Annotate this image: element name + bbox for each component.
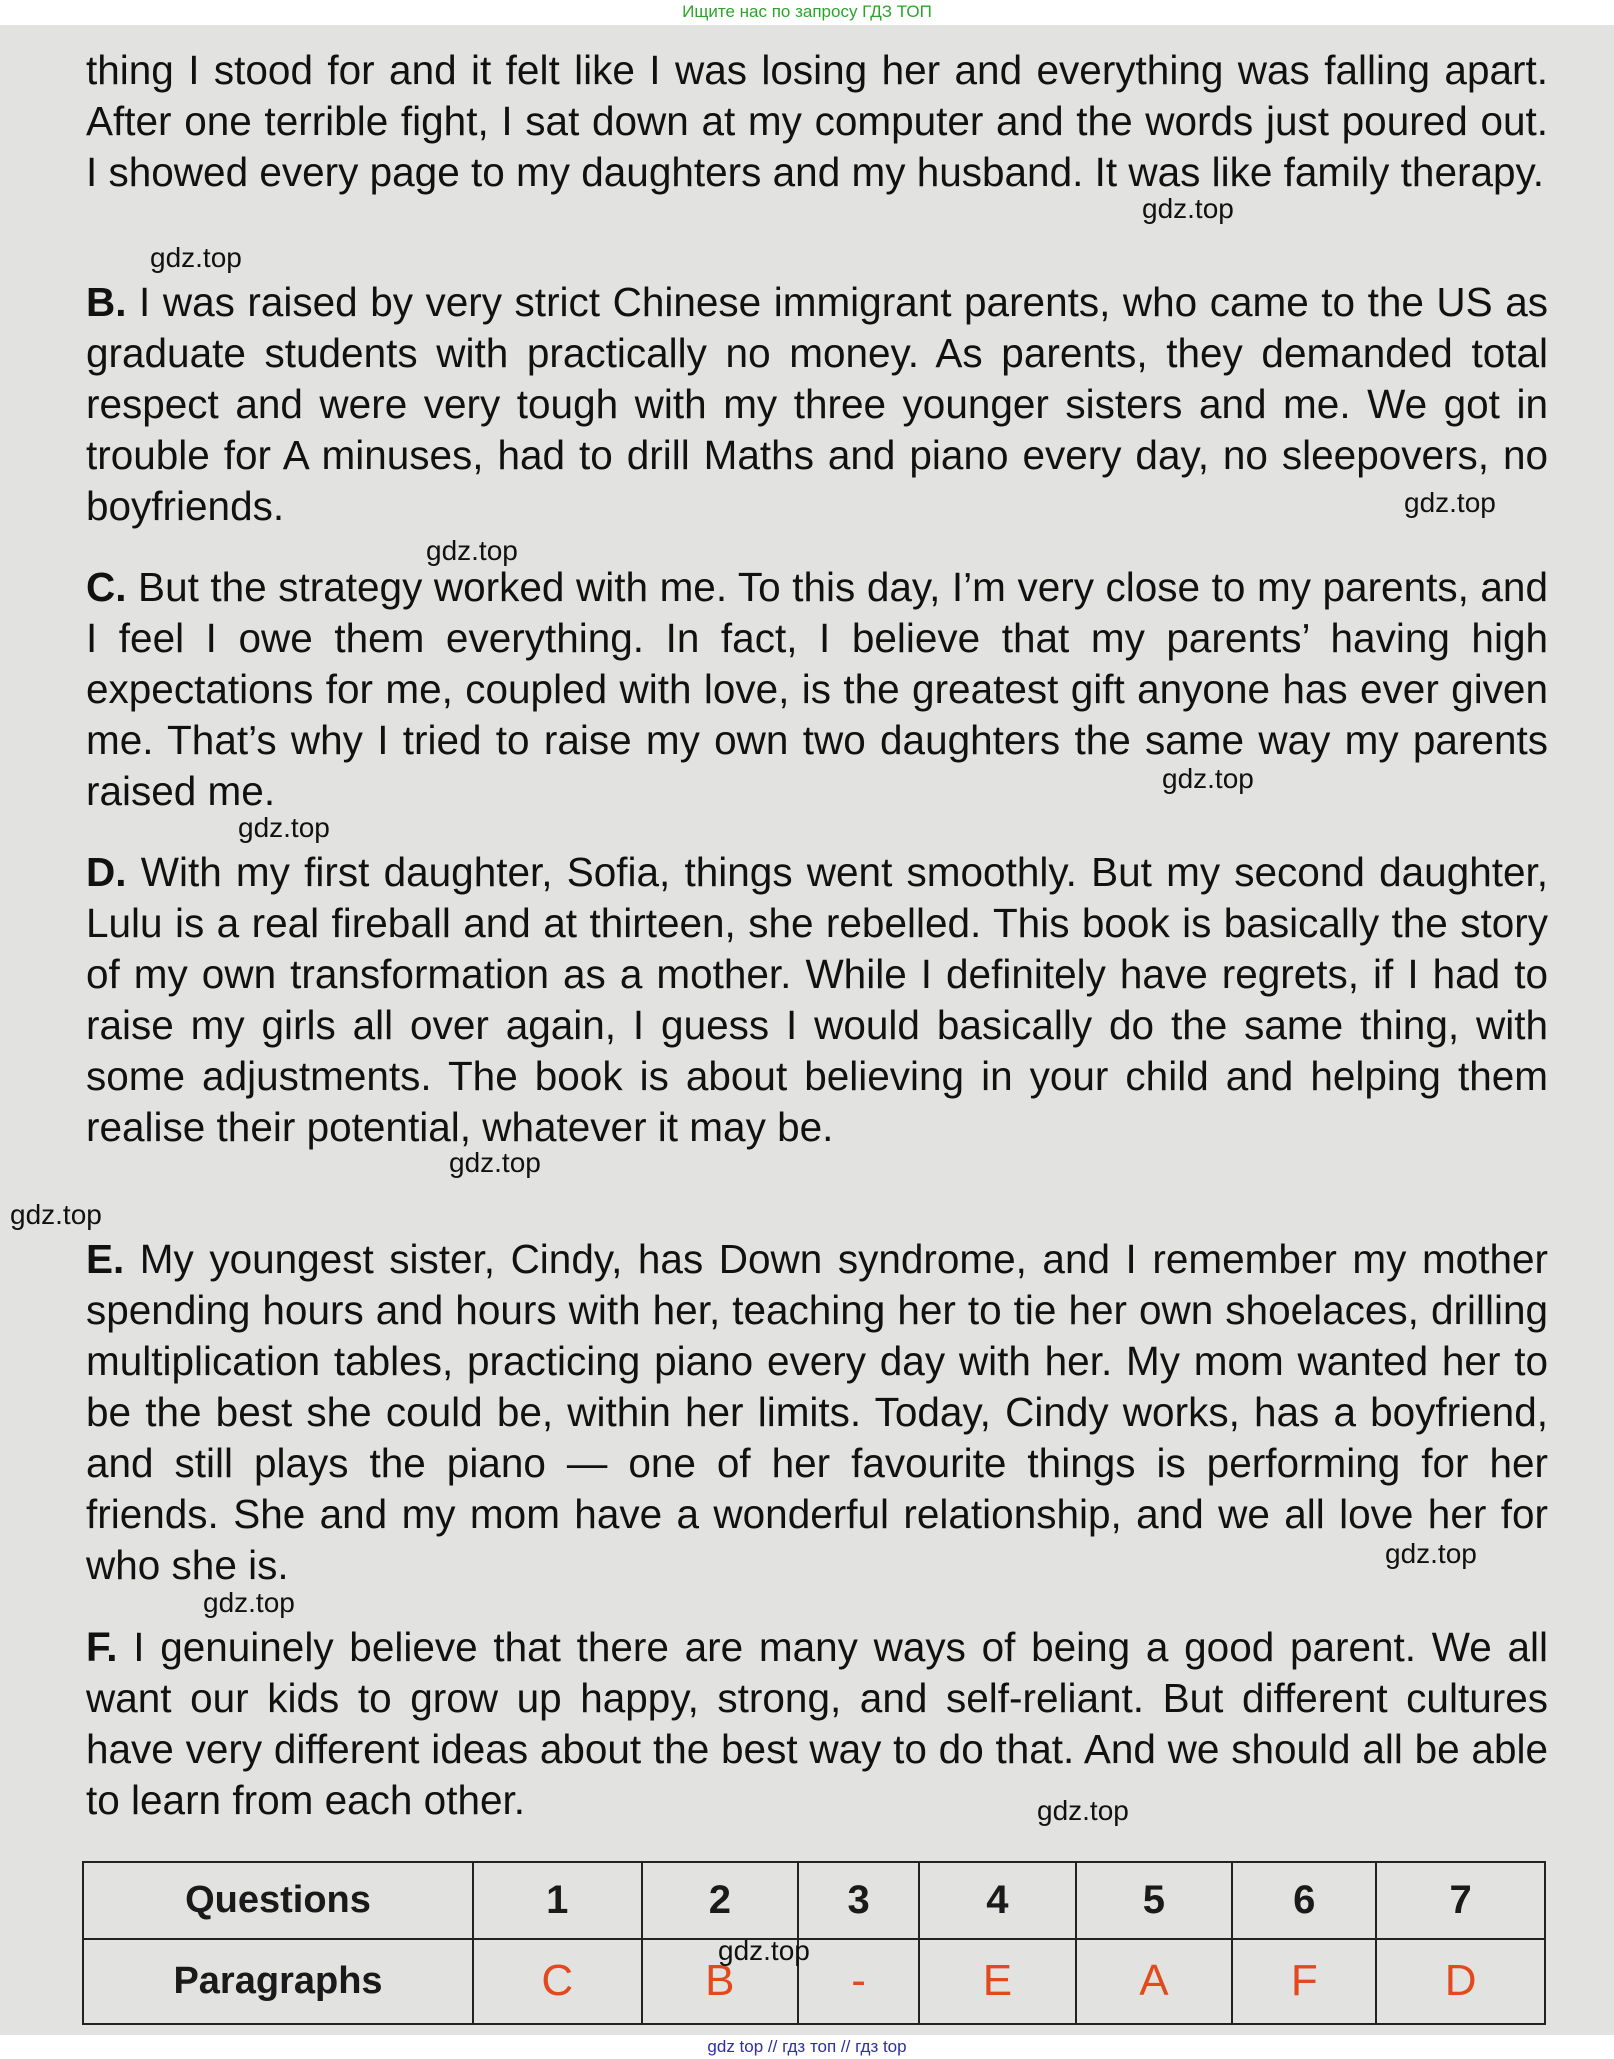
paragraph-d-letter: D.	[86, 849, 127, 895]
answer-cell: F	[1232, 1939, 1376, 2024]
paragraph-b	[86, 277, 1548, 532]
paragraphs-row	[83, 1939, 1545, 2024]
questions-row	[83, 1862, 1545, 1939]
question-number: 7	[1376, 1862, 1545, 1939]
paragraph-e	[86, 1234, 1548, 1591]
paragraph-b-letter: B.	[86, 279, 127, 325]
answer-cell: B	[642, 1939, 799, 2024]
answer-cell: E	[919, 1939, 1076, 2024]
answer-cell: D	[1376, 1939, 1545, 2024]
watermark: gdz.top	[718, 1935, 810, 1966]
watermark: gdz.top	[1142, 193, 1234, 224]
paragraph-e-letter: E.	[86, 1236, 125, 1282]
question-number: 4	[919, 1862, 1076, 1939]
paragraph-c	[86, 562, 1548, 817]
question-number: 1	[473, 1862, 642, 1939]
questions-header: Questions	[83, 1862, 473, 1939]
watermark: gdz.top	[238, 812, 330, 843]
question-number: 5	[1076, 1862, 1233, 1939]
watermark: gdz.top	[1404, 487, 1496, 518]
watermark: gdz.top	[1162, 763, 1254, 794]
question-number: 2	[642, 1862, 799, 1939]
top-banner: Ищите нас по запросу ГДЗ ТОП	[682, 2, 932, 21]
answer-cell: -	[798, 1939, 919, 2024]
watermark: gdz.top	[426, 535, 518, 566]
paragraph-f-letter: F.	[86, 1624, 118, 1670]
answer-cell: A	[1076, 1939, 1233, 2024]
paragraph-intro	[86, 45, 1548, 198]
watermark: gdz.top	[150, 242, 242, 273]
question-number: 3	[798, 1862, 919, 1939]
paragraph-f	[86, 1622, 1548, 1826]
answer-cell: C	[473, 1939, 642, 2024]
watermark: gdz.top	[10, 1199, 102, 1230]
paragraph-b-text: I was raised by very strict Chinese immigrant parents, who came to the US as graduate students with practically no money. As parents, they demanded total respect and were very tough with my three younger sisters and me. We got in trouble for A minuses, had to drill Maths and piano every day, no sleepovers, no boyfriends.	[86, 279, 1548, 529]
watermark: gdz.top	[449, 1147, 541, 1178]
paragraph-d-text: With my first daughter, Sofia, things went smoothly. But my second daughter, Lulu is a real fireball and at thirteen, she rebelled. This book is basically the story of my own transformation as a mother. While I definitely have regrets, if I had to raise my girls all over again, I guess I would basically do the same thing, with some adjustments. The book is about believing in your child and helping them realise their potential, whatever it may be.	[86, 849, 1548, 1150]
paragraph-c-text: But the strategy worked with me. To this day, I’m very close to my parents, and I feel I owe them everything. In fact, I believe that my parents’ having high expectations for me, coupled with love, is the greatest gift anyone has ever given me. That’s why I tried to raise my own two daughters the same way my parents raised me.	[86, 564, 1548, 814]
paragraph-c-letter: C.	[86, 564, 127, 610]
paragraph-e-text: My youngest sister, Cindy, has Down syndrome, and I remember my mother spending hours and hours with her, teaching her to tie her own shoelaces, drilling multiplication tables, practicing piano every day with her. My mom wanted her to be the best she could be, within her limits. Today, Cindy works, has a boyfriend, and still plays the piano — one of her favourite things is performing for her friends. She and my mom have a wonderful relationship, and we all love her for who she is.	[86, 1236, 1548, 1588]
watermark: gdz.top	[1385, 1538, 1477, 1569]
paragraph-intro-text: thing I stood for and it felt like I was losing her and everything was falling apart. After one terrible fight, I sat down at my computer and the words just poured out. I showed every page to my daughters and my husband. It was like family therapy.	[86, 47, 1548, 195]
paragraph-d	[86, 847, 1548, 1153]
answers-table	[82, 1861, 1546, 2025]
bottom-banner: gdz top // гдз топ // гдз top	[707, 2037, 907, 2056]
watermark: gdz.top	[203, 1587, 295, 1618]
paragraphs-header: Paragraphs	[83, 1939, 473, 2024]
question-number: 6	[1232, 1862, 1376, 1939]
paragraph-f-text: I genuinely believe that there are many ways of being a good parent. We all want our kids to grow up happy, strong, and self-reliant. But different cultures have very different ideas about the best way to do that. And we should all be able to learn from each other.	[86, 1624, 1548, 1823]
watermark: gdz.top	[1037, 1795, 1129, 1826]
